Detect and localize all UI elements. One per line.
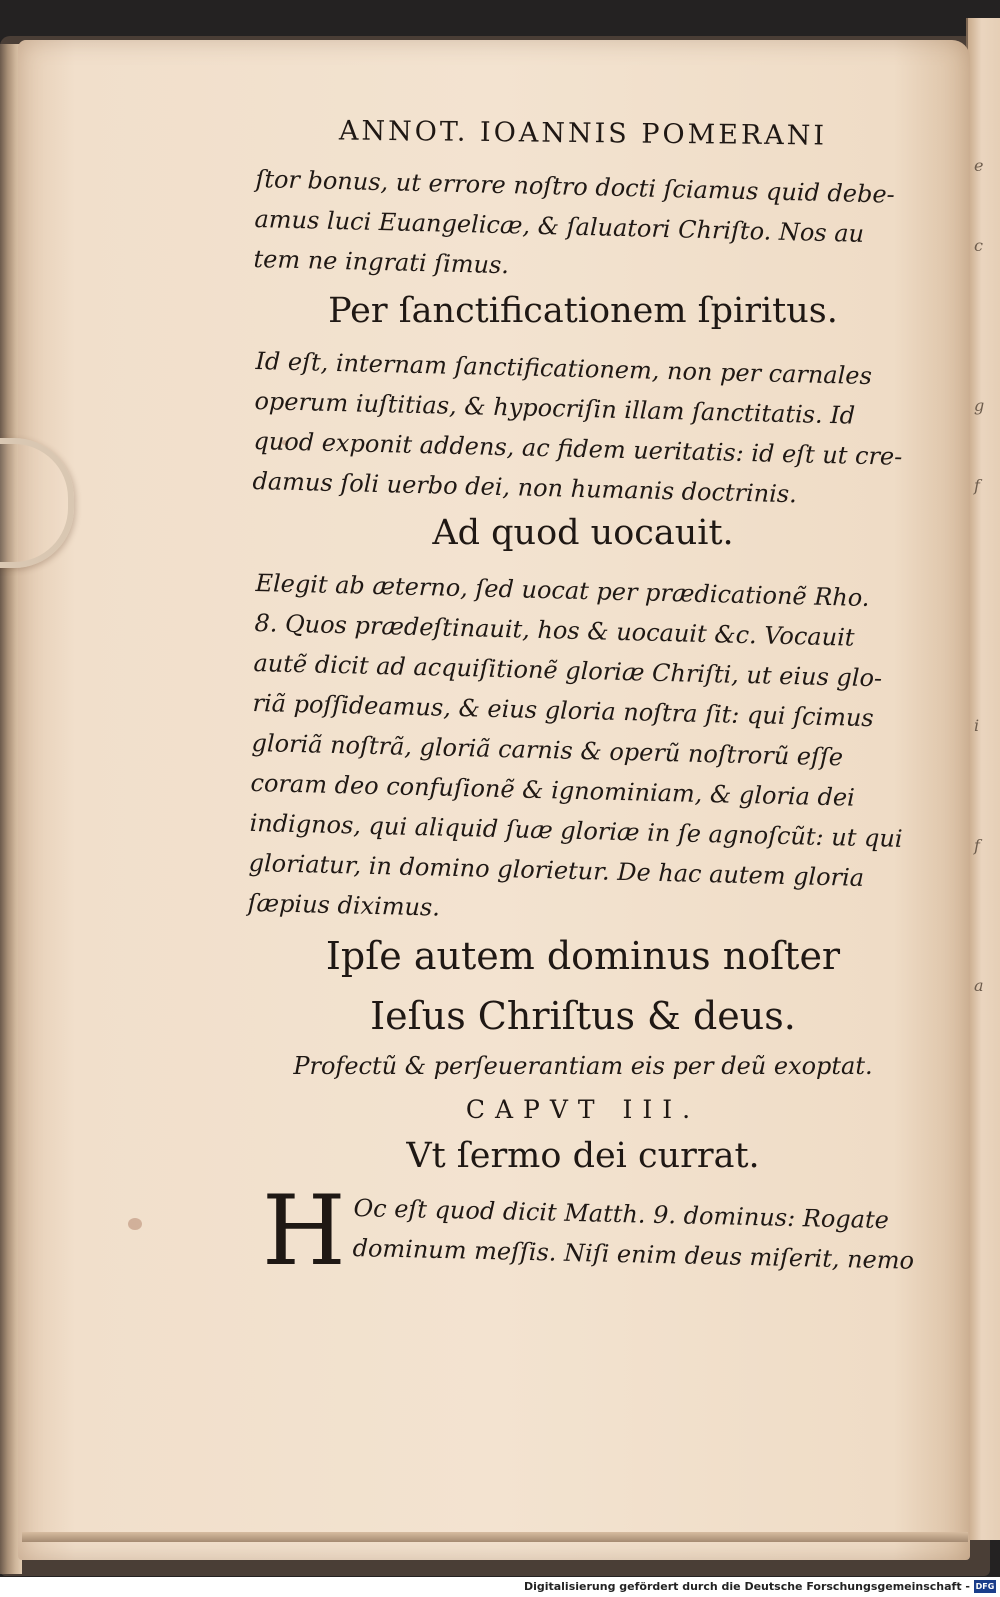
text-line: damus ſoli uerbo dei, non humanis doctrinis. xyxy=(252,466,798,509)
text-line: ſæpius diximus. xyxy=(247,888,441,922)
text-line: dominum meſſis. Niſi enim deus miſerit, nemo xyxy=(352,1233,915,1275)
text-line: ſtor bonus, ut errore noſtro docti ſciamus quid debe- xyxy=(255,164,896,209)
summary-line: Profectũ & perſeuerantiam eis per deũ exoptat. xyxy=(293,1052,873,1080)
drop-cap: H xyxy=(262,1175,346,1287)
facing-page-edge xyxy=(966,18,1000,1540)
leaf-mark: a xyxy=(974,976,984,995)
text-line: 8. Quos prædeſtinauit, hos & uocauit &c. Vocauit xyxy=(254,608,855,652)
text-line: tem ne ingrati ſimus. xyxy=(253,244,510,280)
text-line: Id eſt, internam ſanctificationem, non per carnales xyxy=(255,346,873,391)
leaf-mark: e xyxy=(974,156,984,175)
paragraph-1 xyxy=(253,159,910,295)
leaf-mark: g xyxy=(974,396,985,415)
section-heading: Ipſe autem dominus noſter xyxy=(325,934,841,978)
funding-credit: Digitalisierung gefördert durch die Deutsche Forschungsgemeinschaft - xyxy=(523,1580,970,1593)
section-heading: Ad quod uocauit. xyxy=(432,513,734,553)
text-line: autẽ dicit ad acquiſitionẽ gloriæ Chriſti, ut eius glo- xyxy=(253,648,883,693)
page-text xyxy=(247,115,915,1287)
text-line: gloriatur, in domino glorietur. De hac autem gloria xyxy=(248,848,865,892)
text-line: Elegit ab æterno, ſed uocat per prædicationẽ Rho. xyxy=(255,568,870,612)
text-line: riã poſſideamus, & eius gloria noſtra ſit: qui ſcimus xyxy=(252,688,875,733)
text-line: gloriã noſtrã, gloriã carnis & operũ noſtrorũ eſſe xyxy=(251,728,844,772)
leaf-mark: f xyxy=(974,836,980,855)
dfg-logo[interactable]: DFG xyxy=(975,1582,995,1591)
section-heading: Vt ſermo dei currat. xyxy=(406,1136,760,1176)
paragraph-5 xyxy=(256,1175,915,1287)
running-head: ANNOT. IOANNIS POMERANI xyxy=(338,115,828,152)
paragraph-3 xyxy=(247,563,910,939)
chapter-heading: CAPVT III. xyxy=(465,1095,701,1124)
section-heading: Ieſus Chriſtus & deus. xyxy=(370,994,796,1038)
text-line: indignos, qui aliquid ſuæ gloriæ in ſe agnoſcũt: ut qui xyxy=(249,808,903,853)
text-line: coram deo confuſionẽ & ignominiam, & gloria dei xyxy=(250,768,856,812)
text-line: operum iuſtitias, & hypocriſin illam ſanctitatis. Id xyxy=(254,386,856,430)
paper-stain xyxy=(128,1218,142,1230)
leaf-mark: c xyxy=(974,236,983,255)
dropcap-lines xyxy=(352,1188,915,1281)
text-line: quod exponit addens, ac fidem ueritatis: id eſt ut cre- xyxy=(253,426,903,471)
leaf-mark: i xyxy=(974,716,980,735)
page-bottom-edge xyxy=(22,1532,968,1542)
paragraph-2 xyxy=(252,341,910,517)
text-line: amus luci Euangelicæ, & ſaluatori Chriſto. Nos au xyxy=(254,204,865,248)
text-line: Oc eſt quod dicit Matth. 9. dominus: Rogate xyxy=(353,1193,890,1235)
leaf-mark: f xyxy=(974,476,980,495)
section-heading: Per ſanctificationem ſpiritus. xyxy=(328,291,838,331)
